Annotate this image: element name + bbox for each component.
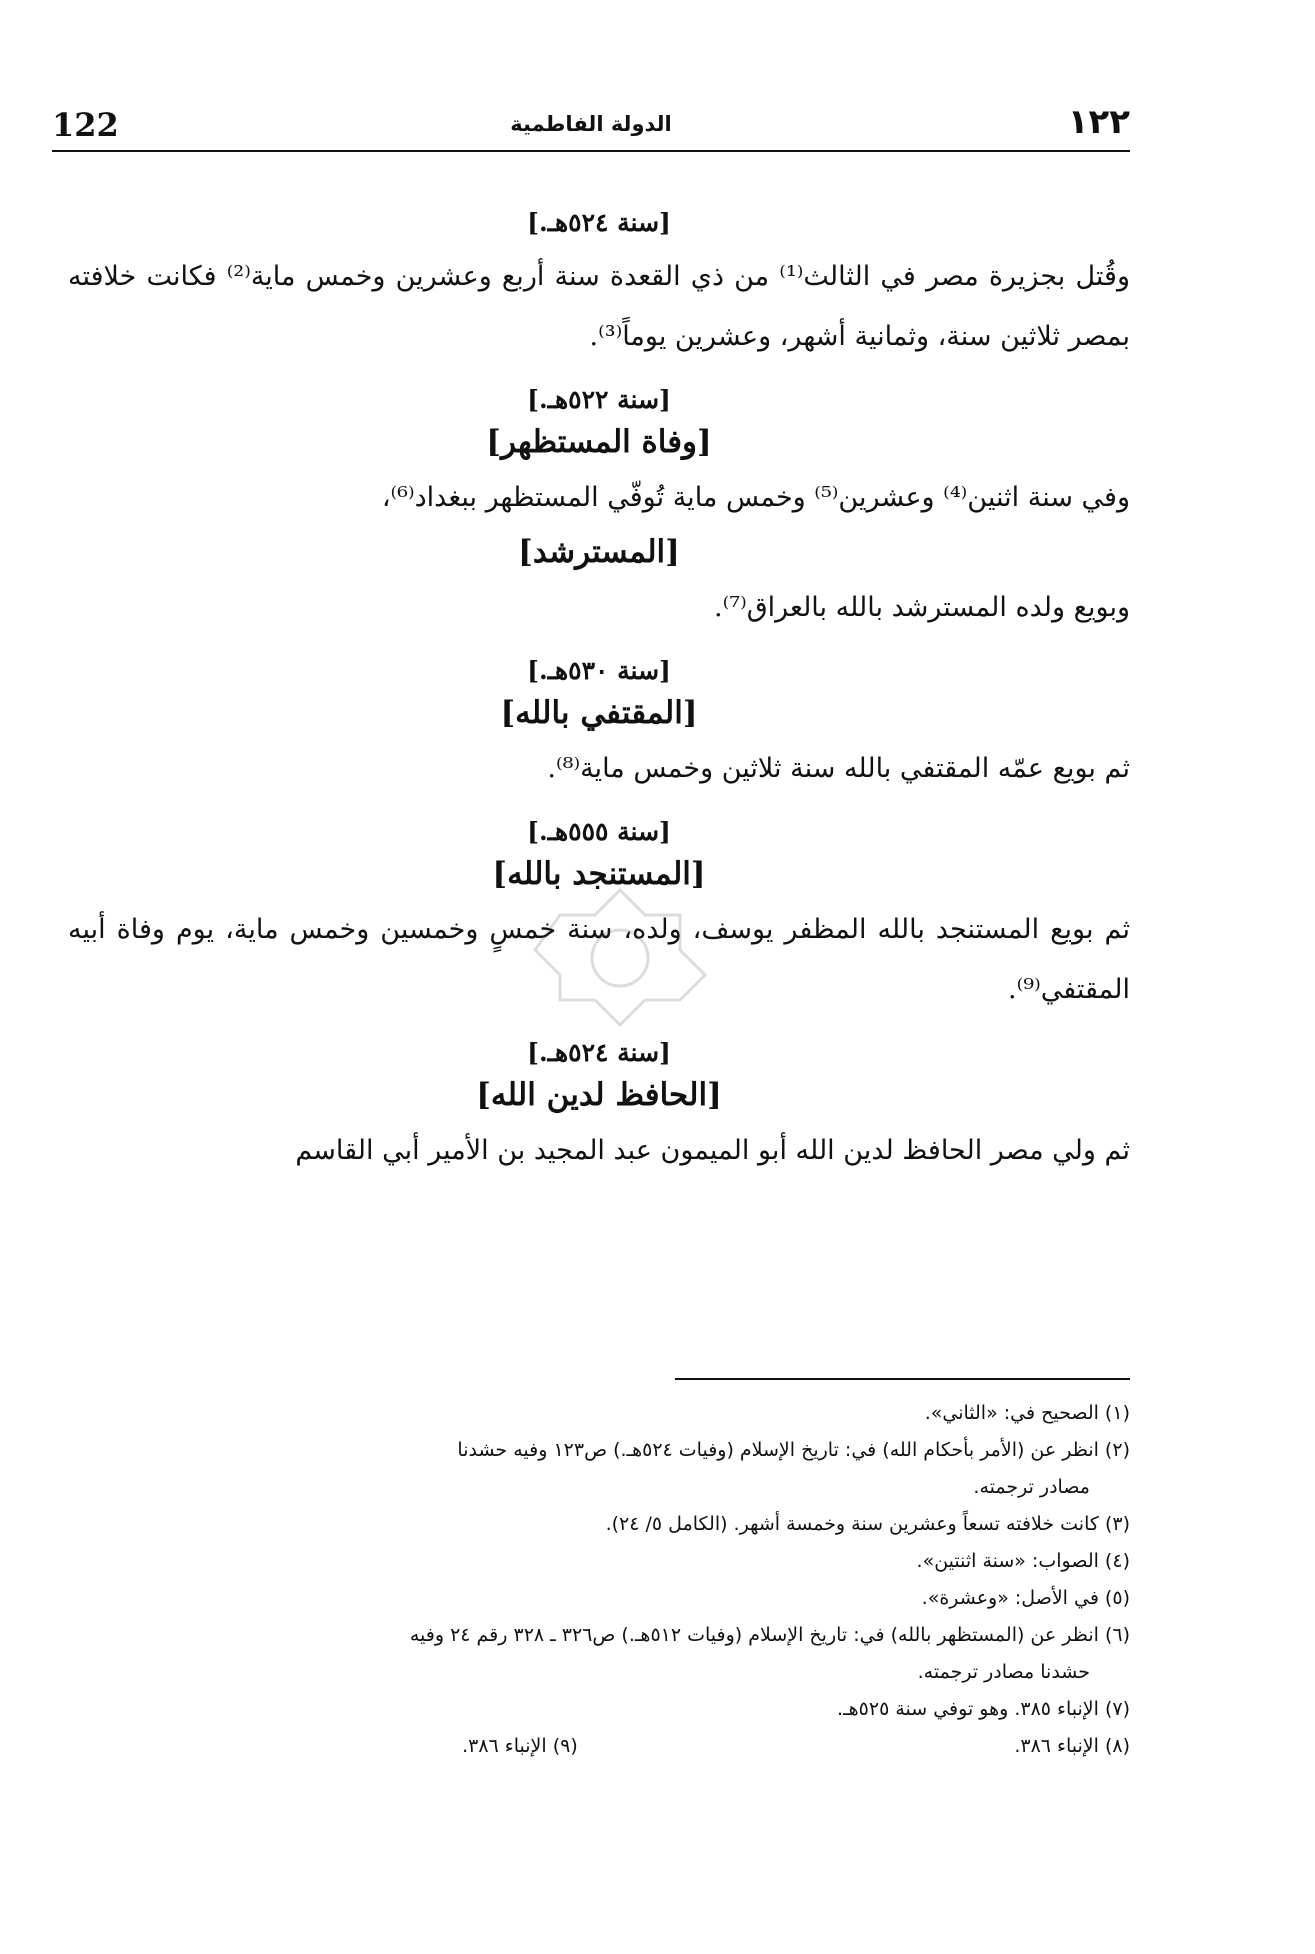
page-number-arabic: ١٢٢ xyxy=(1067,102,1130,142)
main-text xyxy=(68,190,1130,1187)
section-4 xyxy=(68,656,1130,799)
section-6 xyxy=(68,1038,1130,1181)
footnote-3: (٣) كانت خلافته تسعاً وعشرين سنة وخمسة أشهر. (الكامل ٥/ ٢٤). xyxy=(605,1513,1130,1535)
year-heading: [سنة ٥٢٤هـ.] xyxy=(527,1038,671,1067)
section-title: [المستنجد بالله] xyxy=(492,856,706,892)
footnote-1: (١) الصحيح في: «الثاني». xyxy=(924,1402,1130,1424)
year-heading: [سنة ٥٢٢هـ.] xyxy=(527,385,671,414)
section-3 xyxy=(68,534,1130,638)
page-header xyxy=(52,100,1130,152)
footnote-8: (٨) الإنباء ٣٨٦. xyxy=(1014,1735,1130,1757)
section-5 xyxy=(68,817,1130,1020)
paragraph: ثم ولي مصر الحافظ لدين الله أبو الميمون عبد المجيد بن الأمير أبي القاسم xyxy=(295,1135,1130,1166)
footnotes xyxy=(68,1395,1130,1765)
footnote-divider xyxy=(675,1378,1130,1380)
footnote-4: (٤) الصواب: «سنة اثنتين». xyxy=(916,1550,1130,1572)
footnote-6: (٦) انظر عن (المستظهر بالله) في: تاريخ الإسلام (وفيات ٥١٢هـ.) ص٣٢٦ ـ ٣٢٨ رقم ٢٤ وفيه حشدنا مصادر ترجمته. xyxy=(409,1624,1130,1683)
page-number-latin: 122 xyxy=(52,106,119,144)
section-title: [الحافظ لدين الله] xyxy=(476,1077,722,1113)
footnote-row xyxy=(68,1728,1130,1765)
footnote-5: (٥) في الأصل: «وعشرة». xyxy=(921,1587,1130,1609)
paragraph: ثم بويع المستنجد بالله المظفر يوسف، ولده، سنة خمسٍ وخمسين وخمس ماية، يوم وفاة أبيه المقتفي⁽⁹⁾. xyxy=(68,914,1130,1005)
paragraph: وبويع ولده المسترشد بالله بالعراق⁽⁷⁾. xyxy=(714,592,1130,623)
year-heading: [سنة ٥٢٤هـ.] xyxy=(527,208,671,237)
paragraph: وفي سنة اثنين⁽⁴⁾ وعشرين⁽⁵⁾ وخمس ماية تُوفّي المستظهر ببغداد⁽⁶⁾، xyxy=(381,482,1130,513)
footnote-2: (٢) انظر عن (الأمر بأحكام الله) في: تاريخ الإسلام (وفيات ٥٢٤هـ.) ص١٢٣ وفيه حشدنا مصادر ترجمته. xyxy=(457,1439,1130,1498)
footnote-7: (٧) الإنباء ٣٨٥. وهو توفي سنة ٥٢٥هـ. xyxy=(837,1698,1130,1720)
year-heading: [سنة ٥٣٠هـ.] xyxy=(527,656,671,685)
footnote-9: (٩) الإنباء ٣٨٦. xyxy=(462,1735,578,1757)
section-2 xyxy=(68,385,1130,528)
section-title: [وفاة المستظهر] xyxy=(486,424,712,460)
paragraph: ثم بويع عمّه المقتفي بالله سنة ثلاثين وخمس ماية⁽⁸⁾. xyxy=(547,753,1130,784)
year-heading: [سنة ٥٥٥هـ.] xyxy=(527,817,671,846)
paragraph: وقُتل بجزيرة مصر في الثالث⁽¹⁾ من ذي القعدة سنة أربع وعشرين وخمس ماية⁽²⁾ فكانت خلافته بمصر ثلاثين سنة، وثمانية أشهر، وعشرين يوماً⁽³⁾. xyxy=(68,261,1130,352)
section-title: [المقتفي بالله] xyxy=(500,695,698,731)
running-title: الدولة الفاطمية xyxy=(510,112,672,136)
section-title: [المسترشد] xyxy=(518,534,680,570)
section-1 xyxy=(68,208,1130,367)
